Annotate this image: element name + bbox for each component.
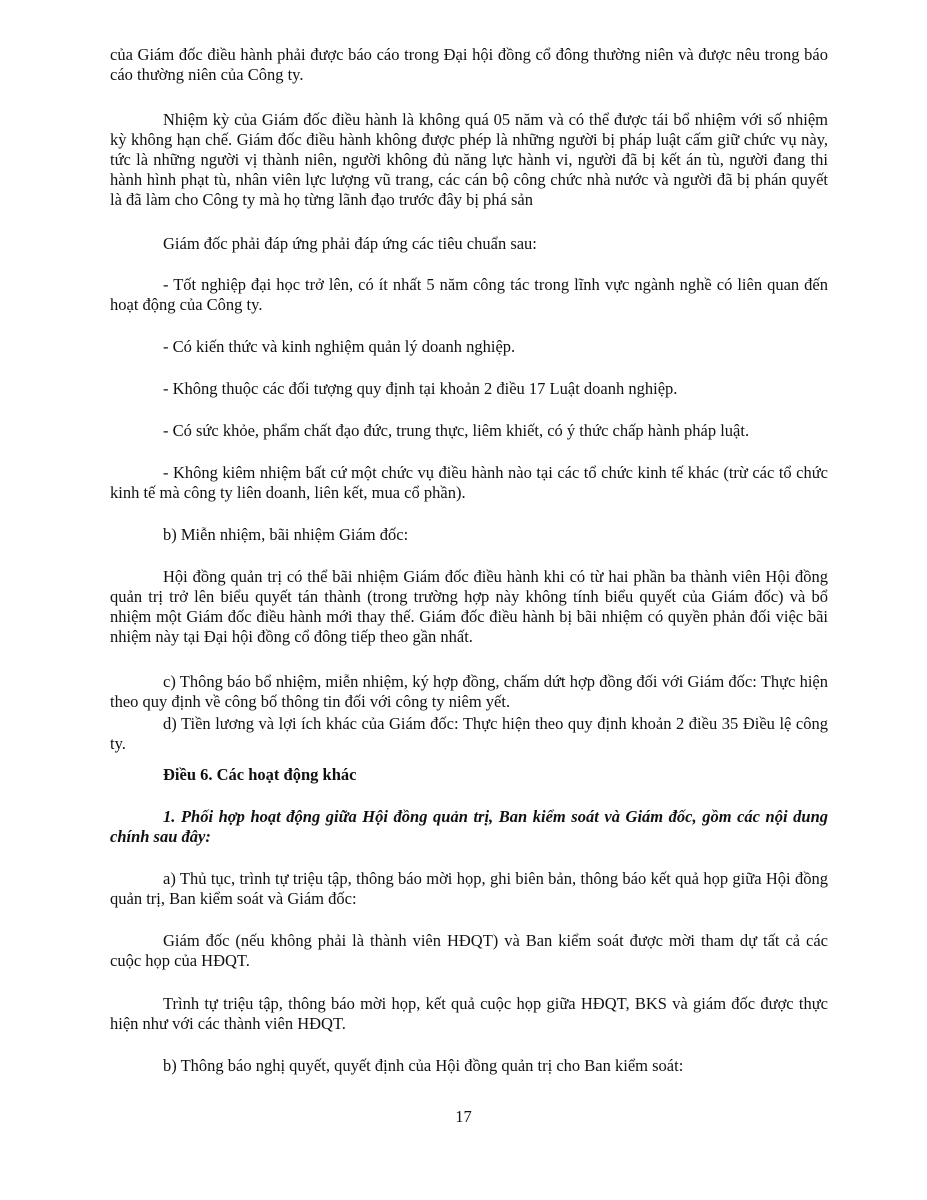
subsection-c-announcement: c) Thông báo bổ nhiệm, miễn nhiệm, ký hợp đồng, chấm dứt hợp đồng đối với Giám đốc: Thực hiện theo quy định về công bố thông tin đối với công ty niêm yết. [110, 672, 828, 711]
subsection-d-salary: d) Tiền lương và lợi ích khác của Giám đốc: Thực hiện theo quy định khoản 2 điều 35 Điều lệ công ty. [110, 714, 828, 753]
section-1-heading: 1. Phối hợp hoạt động giữa Hội đồng quản trị, Ban kiểm soát và Giám đốc, gồm các nội dung chính sau đây: [110, 807, 828, 846]
paragraph-meeting-procedure: Trình tự triệu tập, thông báo mời họp, kết quả cuộc họp giữa HĐQT, BKS và giám đốc được thực hiện như với các thành viên HĐQT. [110, 994, 828, 1033]
list-item-health-ethics: - Có sức khỏe, phẩm chất đạo đức, trung thực, liêm khiết, có ý thức chấp hành pháp luật. [163, 421, 750, 440]
subsection-b-dismissal: b) Miễn nhiệm, bãi nhiệm Giám đốc: [163, 525, 409, 544]
subsection-a-procedure: a) Thủ tục, trình tự triệu tập, thông báo mời họp, ghi biên bản, thông báo kết quả họp giữa Hội đồng quản trị, Ban kiểm soát và Giám đốc: [110, 869, 828, 908]
subsection-b-resolutions: b) Thông báo nghị quyết, quyết định của Hội đồng quản trị cho Ban kiểm soát: [163, 1056, 684, 1075]
article-6-heading: Điều 6. Các hoạt động khác [163, 765, 357, 784]
list-item-education: - Tốt nghiệp đại học trở lên, có ít nhất 5 năm công tác trong lĩnh vực ngành nghề có liên quan đến hoạt động của Công ty. [110, 275, 828, 314]
list-item-knowledge: - Có kiến thức và kinh nghiệm quản lý doanh nghiệp. [163, 337, 516, 356]
list-item-no-concurrent-role: - Không kiêm nhiệm bất cứ một chức vụ điều hành nào tại các tổ chức kinh tế khác (trừ các tổ chức kinh tế mà công ty liên doanh, liên kết, mua cổ phần). [110, 463, 828, 502]
paragraph-ceo-criteria-intro: Giám đốc phải đáp ứng phải đáp ứng các tiêu chuẩn sau: [163, 234, 537, 253]
paragraph-ceo-term: Nhiệm kỳ của Giám đốc điều hành là không quá 05 năm và có thể được tái bổ nhiệm với số nhiệm kỳ không hạn chế. Giám đốc điều hành không được phép là những người bị pháp luật cấm giữ chức vụ này, tức là những người vị thành niên, người không đủ năng lực hành vi, người đã bị kết án tù, người đang thi hành hình phạt tù, nhân viên lực lượng vũ trang, các cán bộ công chức nhà nước và người đã bị phán quyết là đã làm cho Công ty mà họ từng lãnh đạo trước đây bị phá sản [110, 110, 828, 209]
page-number: 17 [455, 1107, 472, 1126]
paragraph-meeting-invite: Giám đốc (nếu không phải là thành viên HĐQT) và Ban kiểm soát được mời tham dự tất cả các cuộc họp của HĐQT. [110, 931, 828, 970]
list-item-not-prohibited: - Không thuộc các đối tượng quy định tại khoản 2 điều 17 Luật doanh nghiệp. [163, 379, 678, 398]
paragraph-dismissal: Hội đồng quản trị có thể bãi nhiệm Giám đốc điều hành khi có từ hai phần ba thành viên Hội đồng quản trị trở lên biểu quyết tán thành (trong trường hợp này không tính biểu quyết của Giám đốc) và bổ nhiệm một Giám đốc điều hành mới thay thế. Giám đốc điều hành bị bãi nhiệm có quyền phản đối việc bãi nhiệm này tại Đại hội đồng cổ đông tiếp theo gần nhất. [110, 567, 828, 646]
paragraph-ceo-report: của Giám đốc điều hành phải được báo cáo trong Đại hội đồng cổ đông thường niên và được nêu trong báo cáo thường niên của Công ty. [110, 45, 828, 84]
